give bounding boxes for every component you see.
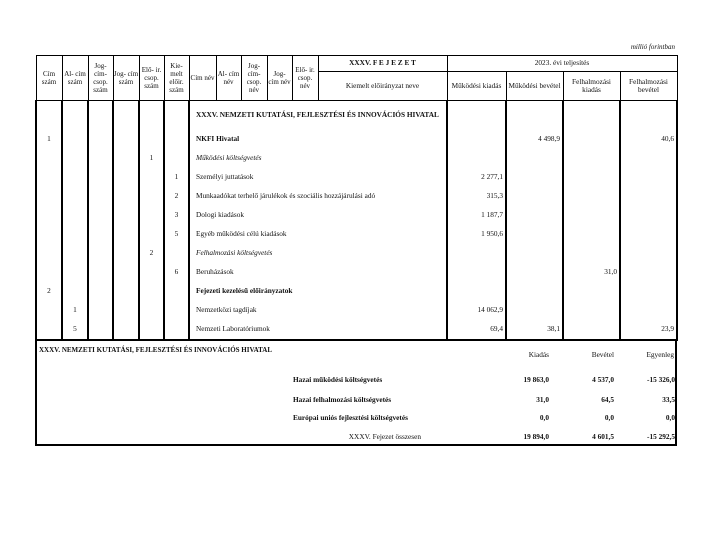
felhalmozasi-bevetel-cell — [620, 282, 677, 301]
felhalmozasi-bevetel-cell — [620, 225, 677, 244]
name-cell: Nemzeti Laboratóriumok — [189, 320, 447, 340]
jogcim-szam-cell — [113, 320, 139, 340]
mukodesi-kiadas-cell — [447, 244, 506, 263]
felhalmozasi-kiadas-cell — [563, 130, 620, 149]
felhalmozasi-kiadas-cell — [563, 320, 620, 340]
section-title: XXXV. NEMZETI KUTATÁSI, FEJLESZTÉSI ÉS INNOVÁCIÓS HIVATAL — [196, 110, 439, 120]
felhalmozasi-kiadas-cell — [563, 149, 620, 168]
cim-szam-cell — [36, 149, 62, 168]
mukodesi-kiadas-cell: 2 277,1 — [447, 168, 506, 187]
table-row — [36, 130, 677, 149]
kiemelt-szam-cell: 2 — [164, 187, 189, 206]
mukodesi-kiadas-cell — [447, 130, 506, 149]
jogcimcsop-szam-cell — [88, 206, 113, 225]
col-header-mukodesi-kiadas: Működési kiadás — [447, 72, 506, 101]
kiemelt-szam-cell — [164, 244, 189, 263]
col-header-alcim-nev: Al- cím név — [216, 56, 241, 101]
jogcimcsop-szam-cell — [88, 101, 113, 131]
col-header-mukodesi-bevetel: Működési bevétel — [506, 72, 563, 101]
jogcimcsop-szam-cell — [88, 225, 113, 244]
mukodesi-bevetel-cell: 38,1 — [506, 320, 563, 340]
name-cell: Dologi kiadások — [189, 206, 447, 225]
felhalmozasi-kiadas-cell — [563, 225, 620, 244]
alcim-szam-cell — [62, 130, 88, 149]
jogcim-szam-cell — [113, 101, 139, 131]
summary-col-kiadas: Kiadás — [528, 350, 549, 359]
eloircsop-szam-cell — [139, 225, 164, 244]
summary-bevetel: 4 537,0 — [592, 375, 614, 384]
table-row — [36, 320, 677, 340]
mukodesi-kiadas-cell: 1 950,6 — [447, 225, 506, 244]
alcim-szam-cell — [62, 206, 88, 225]
jogcimcsop-szam-cell — [88, 130, 113, 149]
kiemelt-szam-cell: 5 — [164, 225, 189, 244]
summary-bevetel: 4 601,5 — [592, 432, 614, 441]
kiemelt-szam-cell — [164, 320, 189, 340]
felhalmozasi-bevetel-cell — [620, 187, 677, 206]
felhalmozasi-kiadas-cell — [563, 301, 620, 320]
kiemelt-szam-cell — [164, 101, 189, 131]
cim-szam-cell: 2 — [36, 282, 62, 301]
felhalmozasi-kiadas-cell — [563, 206, 620, 225]
summary-row — [37, 413, 675, 425]
jogcim-szam-cell — [113, 130, 139, 149]
mukodesi-kiadas-cell: 1 187,7 — [447, 206, 506, 225]
name-cell: Személyi juttatások — [189, 168, 447, 187]
alcim-szam-cell — [62, 263, 88, 282]
name-cell: Munkaadókat terhelő járulékok és szociális hozzájárulási adó — [189, 187, 447, 206]
col-header-jogcim-nev: Jog- cím név — [267, 56, 292, 101]
jogcimcsop-szam-cell — [88, 301, 113, 320]
felhalmozasi-bevetel-cell — [620, 263, 677, 282]
summary-row — [37, 432, 675, 444]
col-header-cim-szam: Cím szám — [36, 56, 62, 101]
jogcimcsop-szam-cell — [88, 187, 113, 206]
summary-kiadas: 19 863,0 — [523, 375, 549, 384]
name-cell: Egyéb működési célú kiadások — [189, 225, 447, 244]
jogcim-szam-cell — [113, 282, 139, 301]
mukodesi-bevetel-cell — [506, 282, 563, 301]
alcim-szam-cell — [62, 282, 88, 301]
summary-col-egyenleg: Egyenleg — [646, 350, 674, 359]
felhalmozasi-kiadas-cell — [563, 282, 620, 301]
name-cell: NKFI Hivatal — [189, 130, 447, 149]
eloircsop-szam-cell — [139, 263, 164, 282]
cim-szam-cell — [36, 206, 62, 225]
mukodesi-bevetel-cell — [506, 149, 563, 168]
summary-kiadas: 0,0 — [539, 413, 549, 422]
col-header-eloircsop-szam: Elő- ir. csop. szám — [139, 56, 164, 101]
jogcim-szam-cell — [113, 263, 139, 282]
alcim-szam-cell — [62, 168, 88, 187]
summary-kiadas: 19 894,0 — [523, 432, 549, 441]
felhalmozasi-kiadas-cell — [563, 244, 620, 263]
mukodesi-kiadas-cell — [447, 282, 506, 301]
col-header-felhalmozasi-bevetel: Felhalmozási bevétel — [620, 72, 677, 101]
felhalmozasi-bevetel-cell: 40,6 — [620, 130, 677, 149]
summary-label: Európai uniós fejlesztési költségvetés — [293, 413, 408, 422]
col-header-eloircsop-nev: Elő- ir. csop. név — [292, 56, 318, 101]
mukodesi-kiadas-cell — [447, 149, 506, 168]
eloircsop-szam-cell — [139, 320, 164, 340]
alcim-szam-cell — [62, 101, 88, 131]
col-header-felhalmozasi-kiadas: Felhalmozási kiadás — [563, 72, 620, 101]
name-cell: Működési költségvetés — [189, 149, 447, 168]
col-header-name: Kiemelt előirányzat neve — [318, 72, 447, 101]
summary-egyenleg: -15 292,5 — [647, 432, 675, 441]
alcim-szam-cell — [62, 244, 88, 263]
mukodesi-kiadas-cell: 315,3 — [447, 187, 506, 206]
summary-egyenleg: 0,0 — [665, 413, 675, 422]
felhalmozasi-bevetel-cell — [620, 206, 677, 225]
table-row — [36, 282, 677, 301]
table-row — [36, 187, 677, 206]
mukodesi-bevetel-cell — [506, 187, 563, 206]
table-row — [36, 263, 677, 282]
cim-szam-cell — [36, 263, 62, 282]
table-row — [36, 225, 677, 244]
jogcim-szam-cell — [113, 187, 139, 206]
mukodesi-bevetel-cell — [506, 206, 563, 225]
cim-szam-cell — [36, 301, 62, 320]
alcim-szam-cell — [62, 149, 88, 168]
summary-col-bevetel: Bevétel — [591, 350, 614, 359]
felhalmozasi-bevetel-cell: 23,9 — [620, 320, 677, 340]
col-header-jogcimcsop-nev: Jog- cím- csop. név — [241, 56, 267, 101]
col-header-cim-nev: Cím név — [189, 56, 216, 101]
felhalmozasi-kiadas-cell — [563, 187, 620, 206]
cim-szam-cell — [36, 244, 62, 263]
felhalmozasi-kiadas-cell — [563, 101, 620, 131]
mukodesi-kiadas-cell — [447, 263, 506, 282]
mukodesi-bevetel-cell — [506, 168, 563, 187]
chapter-header: XXXV. F E J E Z E T — [318, 56, 447, 72]
cim-szam-cell — [36, 320, 62, 340]
felhalmozasi-bevetel-cell — [620, 244, 677, 263]
summary-bevetel: 64,5 — [601, 395, 614, 404]
cim-szam-cell — [36, 225, 62, 244]
jogcimcsop-szam-cell — [88, 320, 113, 340]
eloircsop-szam-cell: 1 — [139, 149, 164, 168]
name-cell — [189, 101, 447, 131]
alcim-szam-cell — [62, 225, 88, 244]
col-header-kiemelt-szam: Kie- melt előir. szám — [164, 56, 189, 101]
table-row — [36, 149, 677, 168]
felhalmozasi-bevetel-cell — [620, 149, 677, 168]
unit-note: millió forintban — [630, 43, 675, 51]
jogcimcsop-szam-cell — [88, 244, 113, 263]
felhalmozasi-kiadas-cell: 31,0 — [563, 263, 620, 282]
eloircsop-szam-cell — [139, 301, 164, 320]
jogcimcsop-szam-cell — [88, 149, 113, 168]
jogcimcsop-szam-cell — [88, 168, 113, 187]
cim-szam-cell — [36, 168, 62, 187]
summary-bevetel: 0,0 — [604, 413, 614, 422]
summary-row — [37, 375, 675, 387]
felhalmozasi-bevetel-cell — [620, 101, 677, 131]
table-row — [36, 301, 677, 320]
kiemelt-szam-cell — [164, 301, 189, 320]
mukodesi-bevetel-cell — [506, 301, 563, 320]
summary-kiadas: 31,0 — [536, 395, 549, 404]
cim-szam-cell: 1 — [36, 130, 62, 149]
table-row — [36, 101, 677, 131]
kiemelt-szam-cell: 6 — [164, 263, 189, 282]
mukodesi-bevetel-cell: 4 498,9 — [506, 130, 563, 149]
name-cell: Felhalmozási költségvetés — [189, 244, 447, 263]
mukodesi-bevetel-cell — [506, 101, 563, 131]
jogcimcsop-szam-cell — [88, 282, 113, 301]
table-row — [36, 168, 677, 187]
alcim-szam-cell: 5 — [62, 320, 88, 340]
budget-table — [35, 55, 678, 341]
mukodesi-bevetel-cell — [506, 263, 563, 282]
kiemelt-szam-cell — [164, 149, 189, 168]
eloircsop-szam-cell — [139, 130, 164, 149]
kiemelt-szam-cell: 3 — [164, 206, 189, 225]
jogcim-szam-cell — [113, 206, 139, 225]
name-cell: Fejezeti kezelésű előirányzatok — [189, 282, 447, 301]
mukodesi-bevetel-cell — [506, 225, 563, 244]
eloircsop-szam-cell — [139, 187, 164, 206]
cim-szam-cell — [36, 187, 62, 206]
jogcim-szam-cell — [113, 225, 139, 244]
summary-egyenleg: 33,5 — [662, 395, 675, 404]
summary-row — [37, 395, 675, 407]
cim-szam-cell — [36, 101, 62, 131]
kiemelt-szam-cell: 1 — [164, 168, 189, 187]
eloircsop-szam-cell — [139, 168, 164, 187]
eloircsop-szam-cell — [139, 206, 164, 225]
felhalmozasi-bevetel-cell — [620, 168, 677, 187]
mukodesi-kiadas-cell — [447, 101, 506, 131]
eloircsop-szam-cell — [139, 101, 164, 131]
kiemelt-szam-cell — [164, 282, 189, 301]
eloircsop-szam-cell: 2 — [139, 244, 164, 263]
jogcimcsop-szam-cell — [88, 263, 113, 282]
summary-section — [35, 340, 677, 446]
name-cell: Nemzetközi tagdíjak — [189, 301, 447, 320]
felhalmozasi-kiadas-cell — [563, 168, 620, 187]
summary-heading: XXXV. NEMZETI KUTATÁSI, FEJLESZTÉSI ÉS INNOVÁCIÓS HIVATAL — [39, 346, 273, 354]
period-header: 2023. évi teljesítés — [447, 56, 677, 72]
summary-label: Hazai működési költségvetés — [293, 375, 383, 384]
kiemelt-szam-cell — [164, 130, 189, 149]
table-row — [36, 206, 677, 225]
summary-label: Hazai felhalmozási költségvetés — [293, 395, 392, 404]
alcim-szam-cell — [62, 187, 88, 206]
mukodesi-bevetel-cell — [506, 244, 563, 263]
alcim-szam-cell: 1 — [62, 301, 88, 320]
jogcim-szam-cell — [113, 168, 139, 187]
mukodesi-kiadas-cell: 14 062,9 — [447, 301, 506, 320]
name-cell: Beruházások — [189, 263, 447, 282]
jogcim-szam-cell — [113, 149, 139, 168]
felhalmozasi-bevetel-cell — [620, 301, 677, 320]
summary-label: XXXV. Fejezet összesen — [348, 432, 421, 441]
col-header-alcim-szam: Al- cím szám — [62, 56, 88, 101]
jogcim-szam-cell — [113, 244, 139, 263]
eloircsop-szam-cell — [139, 282, 164, 301]
table-row — [36, 244, 677, 263]
col-header-jogcimcsop-szam: Jog- cím- csop. szám — [88, 56, 113, 101]
summary-egyenleg: -15 326,0 — [647, 375, 675, 384]
col-header-jogcim-szam: Jog- cím szám — [113, 56, 139, 101]
mukodesi-kiadas-cell: 69,4 — [447, 320, 506, 340]
jogcim-szam-cell — [113, 301, 139, 320]
